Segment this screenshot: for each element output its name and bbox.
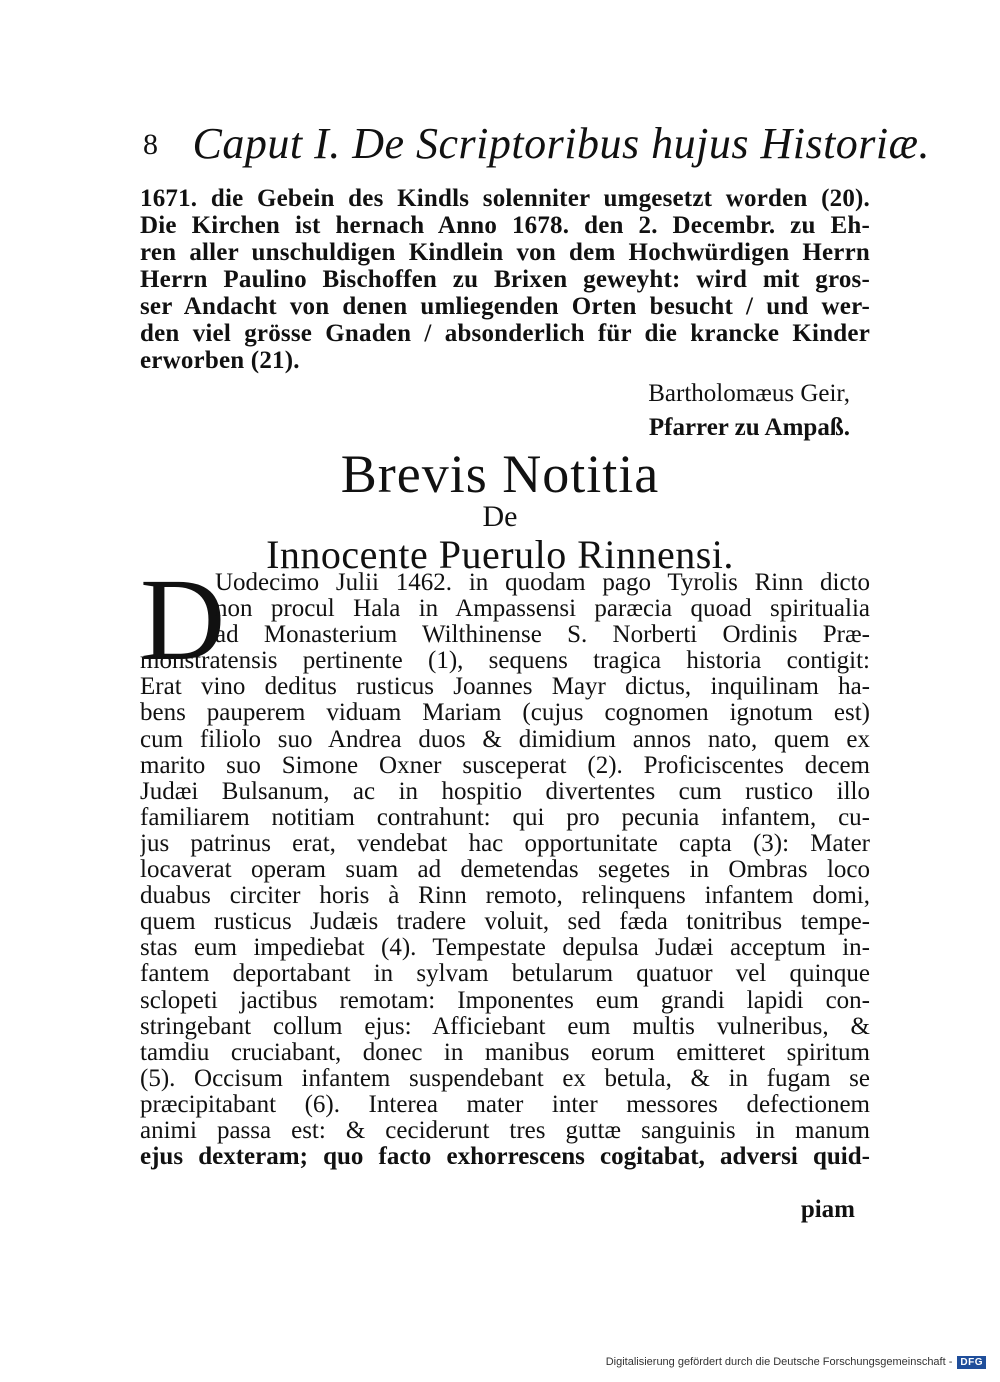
signature-name: Bartholomæus Geir, bbox=[648, 380, 850, 407]
section-title: Brevis Notitia bbox=[340, 444, 660, 504]
footer-credit bbox=[606, 1353, 986, 1371]
text-line: (5). Occisum infantem suspendebant ex betula, & in fugam se bbox=[140, 1065, 870, 1092]
text-line: non procul Hala in Ampassensi paræcia quoad spiritualia bbox=[215, 596, 870, 623]
section-subtitle: Innocente Puerulo Rinnensi. bbox=[266, 532, 734, 577]
signature-role: Pfarrer zu Ampaß. bbox=[648, 414, 850, 441]
text-line: Erat vino deditus rusticus Joannes Mayr dictus, inquilinam ha- bbox=[140, 674, 870, 701]
text-line: ejus dexteram; quo facto exhorrescens cogitabat, adversi quid- bbox=[140, 1144, 870, 1171]
text-line: locaverat operam suam ad demetendas segetes in Ombras loco bbox=[140, 857, 870, 884]
text-line: cum filiolo suo Andrea duos & dimidium annos nato, quem ex bbox=[140, 726, 870, 753]
drop-cap: D bbox=[140, 554, 226, 685]
page-number: 8 bbox=[143, 128, 159, 161]
text-line: ad Monasterium Wilthinense S. Norberti Ordinis Præ- bbox=[215, 622, 870, 649]
running-title: Caput I. De Scriptoribus hujus Historiæ. bbox=[192, 119, 930, 168]
text-line: animi passa est: & ceciderunt tres guttæ sanguinis in manum bbox=[140, 1117, 870, 1144]
running-head bbox=[143, 118, 930, 178]
section-title-de: De bbox=[482, 500, 518, 533]
text-line: stas eum impediebat (4). Tempestate depulsa Judæi acceptum in- bbox=[140, 935, 870, 962]
text-line: bens pauperem viduam Mariam (cujus cognomen ignotum est) bbox=[140, 700, 870, 727]
dfg-logo-icon: DFG bbox=[957, 1356, 986, 1369]
text-line: tamdiu cruciabant, donec in manibus eorum emitteret spiritum bbox=[140, 1039, 870, 1066]
text-line: Judæi Bulsanum, ac in hospitio divertentes cum rustico illo bbox=[140, 778, 870, 805]
text-line: quem rusticus Judæis tradere voluit, sed fæda tonitribus tempe- bbox=[140, 909, 870, 936]
text-line: marito suo Simone Oxner susceperat (2). Proficiscentes decem bbox=[140, 752, 870, 779]
text-line: Uodecimo Julii 1462. in quodam pago Tyrolis Rinn dicto bbox=[215, 570, 870, 596]
text-line: jus patrinus erat, vendebat hac opportunitate capta (3): Mater bbox=[140, 830, 870, 857]
text-line: 1671. die Gebein des Kindls solenniter umgesetzt worden (20). bbox=[140, 185, 870, 212]
text-line: erworben (21). bbox=[140, 347, 300, 374]
text-line: monstratensis pertinente (1), sequens tragica historia contigit: bbox=[140, 648, 870, 675]
text-line: sclopeti jactibus remotam: Imponentes eum grandi lapidi con- bbox=[140, 987, 870, 1014]
text-line: den viel grösse Gnaden / absonderlich für die krancke Kinder bbox=[140, 320, 870, 347]
text-line: Herrn Paulino Bischoffen zu Brixen geweyht: wird mit gros- bbox=[140, 266, 870, 293]
catchword: piam bbox=[800, 1196, 855, 1223]
german-paragraph bbox=[140, 185, 870, 374]
text-line: duabus circiter horis à Rinn remoto, relinquens infantem domi, bbox=[140, 883, 870, 910]
text-line: fantem deportabant in sylvam betularum quatuor vel quinque bbox=[140, 961, 870, 988]
text-line: præcipitabant (6). Interea mater inter messores defectionem bbox=[140, 1091, 870, 1118]
text-line: ren aller unschuldigen Kindlein von dem Hochwürdigen Herrn bbox=[140, 239, 870, 266]
footer-credit-text: Digitalisierung gefördert durch die Deutsche Forschungsgemeinschaft - bbox=[605, 1356, 953, 1368]
text-line: stringebant collum ejus: Afficiebant eum multis vulneribus, & bbox=[140, 1013, 870, 1040]
text-line: ser Andacht von denen umliegenden Orten besucht / und wer- bbox=[140, 293, 870, 320]
text-line: familiarem notitiam contrahunt: qui pro pecunia infantem, cu- bbox=[140, 804, 870, 831]
text-line: Die Kirchen ist hernach Anno 1678. den 2. Decembr. zu Eh- bbox=[140, 212, 870, 239]
